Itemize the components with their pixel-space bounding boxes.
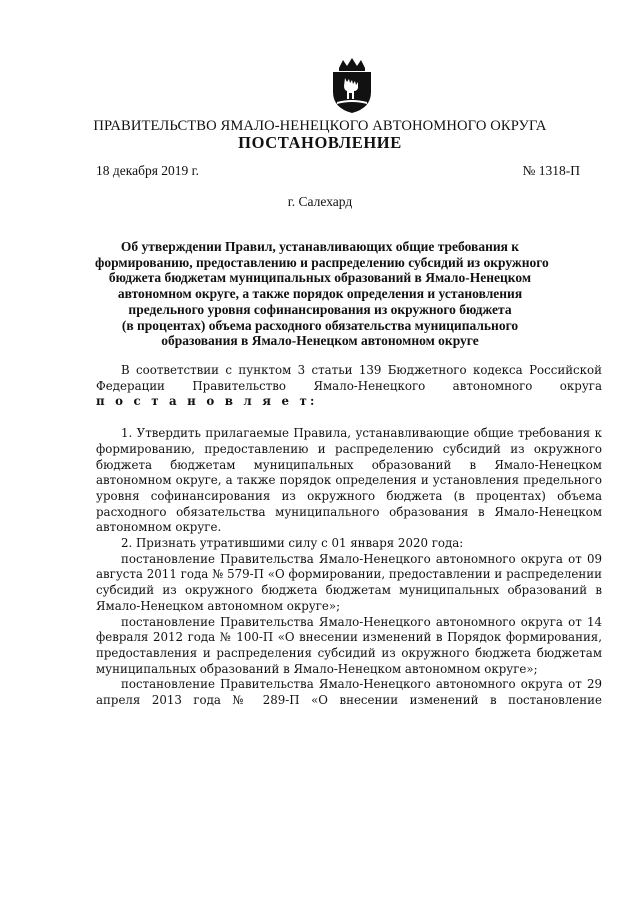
item-2-paragraph: 2. Признать утратившими силу с 01 января 2020 года: <box>121 536 464 551</box>
list-item: постановление Правительства Ямало-Ненецкого автономного округа от 09 августа 2011 года № 579-П «О формировании, предоставлении и распределении субсидий из окружного бюджета бюджетам муниципальных образований в Ямало-Ненецком автономном округе»; <box>96 551 602 613</box>
document-date: 18 декабря 2019 г. <box>96 163 200 178</box>
document-body <box>96 363 602 709</box>
document-number: № 1318-П <box>522 163 580 178</box>
decree-word: п о с т а н о в л я е т: <box>96 394 318 409</box>
document-type: ПОСТАНОВЛЕНИЕ <box>238 133 402 152</box>
title-line: автономном округе, а также порядок определения и установления <box>117 286 523 302</box>
document-title <box>95 239 549 349</box>
title-line: формированию, предоставлению и распределению субсидий из окружного <box>95 254 549 270</box>
item-1-paragraph: 1. Утвердить прилагаемые Правила, устанавливающие общие требования к формированию, предоставлению и распределению субсидий из окружного бюджета бюджетам муниципальных образований в Ямало-Ненецком автономном округе, а также порядок определения и установления предельного уровня софинансирования из окружного бюджета (в процентах) объема расходного обязательства муниципального образования в Ямало-Ненецком автономном округе. <box>96 426 602 535</box>
government-title: ПРАВИТЕЛЬСТВО ЯМАЛО-НЕНЕЦКОГО АВТОНОМНОГО ОКРУГА <box>93 118 547 134</box>
title-line: образования в Ямало-Ненецком автономном округе <box>161 333 479 349</box>
title-line: предельного уровня софинансирования из окружного бюджета <box>128 301 512 317</box>
list-item: постановление Правительства Ямало-Ненецкого автономного округа от 29 апреля 2013 года № 289-П «О внесении изменений в постановление <box>96 677 602 708</box>
list-item: постановление Правительства Ямало-Ненецкого автономного округа от 14 февраля 2012 года № 100-П «О внесении изменений в Порядок формирования, предоставления и распределения субсидий из окружного бюджета бюджетам муниципальных образований в Ямало-Ненецком автономном округе»; <box>96 614 602 676</box>
coat-of-arms-icon <box>327 58 377 114</box>
title-line: (в процентах) объема расходного обязательства муниципального <box>121 317 519 333</box>
document-city: г. Салехард <box>287 194 353 209</box>
title-line: бюджета бюджетам муниципальных образований в Ямало-Ненецком <box>108 270 532 286</box>
intro-paragraph: В соответствии с пунктом 3 статьи 139 Бюджетного кодекса Российской Федерации Правительство Ямало-Ненецкого автономного округа <box>96 363 602 393</box>
title-line: Об утверждении Правил, устанавливающих общие требования к <box>120 239 520 254</box>
